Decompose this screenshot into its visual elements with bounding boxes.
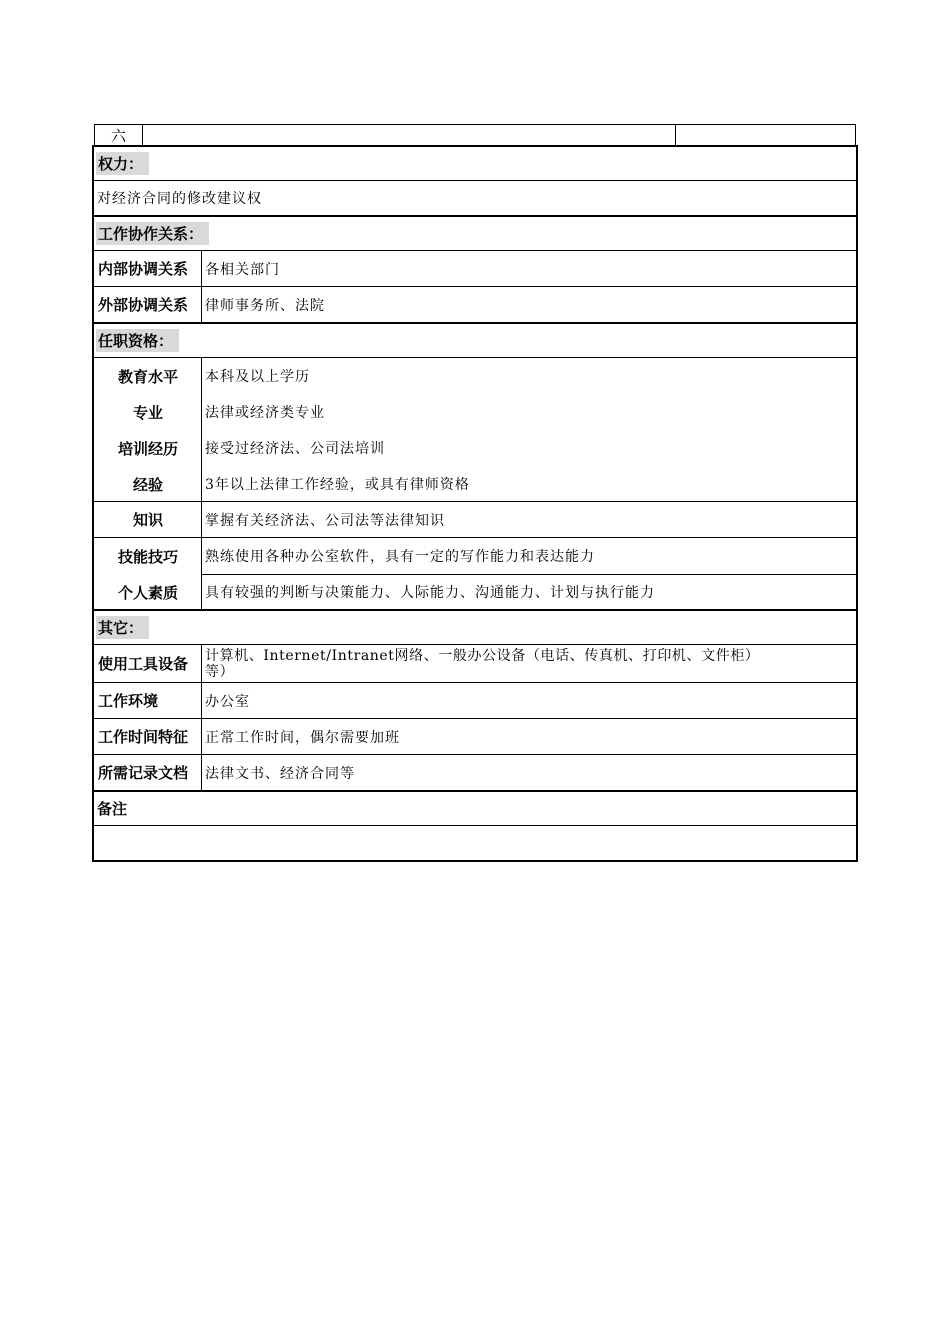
education-label: 教育水平	[117, 367, 178, 386]
internal-relation-value: 各相关部门	[205, 261, 280, 278]
work-time-label: 工作时间特征	[98, 728, 189, 746]
training-value: 接受过经济法、公司法培训	[205, 441, 385, 457]
work-time-row	[92, 718, 858, 754]
experience-label: 经验	[132, 475, 163, 494]
relation-row-internal	[92, 250, 858, 286]
tools-value-line1: 计算机、Internet/Intranet网络、一般办公设备（电话、传真机、打印机、文件柜）	[205, 647, 760, 664]
authority-content-row	[92, 180, 858, 215]
relations-header: 工作协作关系：	[96, 222, 209, 245]
training-label: 培训经历	[117, 439, 178, 458]
knowledge-row	[92, 501, 858, 537]
tools-row	[92, 644, 858, 682]
authority-content: 对经济合同的修改建议权	[97, 191, 262, 207]
other-header: 其它：	[96, 616, 149, 639]
experience-value: 3年以上法律工作经验，或具有律师资格	[205, 477, 470, 493]
major-label: 专业	[132, 403, 163, 422]
documents-value: 法律文书、经济合同等	[205, 765, 355, 782]
work-time-value: 正常工作时间，偶尔需要加班	[205, 729, 400, 746]
external-relation-value: 律师事务所、法院	[205, 297, 325, 314]
education-value: 本科及以上学历	[205, 369, 310, 385]
remarks-header-row	[92, 790, 858, 825]
authority-header: 权力：	[96, 152, 149, 175]
environment-value: 办公室	[205, 693, 250, 710]
environment-row	[92, 682, 858, 718]
authority-header-row	[92, 145, 858, 180]
knowledge-value: 掌握有关经济法、公司法等法律知识	[205, 512, 445, 529]
personal-quality-label: 个人素质	[117, 583, 178, 602]
qualification-group-skills	[92, 537, 858, 609]
section-number: 六	[110, 126, 126, 145]
knowledge-label: 知识	[132, 511, 163, 529]
remarks-content-row	[92, 825, 858, 862]
remarks-content	[97, 826, 856, 860]
other-header-row	[92, 609, 858, 644]
top-number-row	[94, 124, 856, 145]
tools-value-line2: 等）	[205, 663, 235, 680]
relations-header-row	[92, 215, 858, 250]
tools-value	[205, 645, 854, 682]
major-value: 法律或经济类专业	[205, 405, 325, 421]
documents-label: 所需记录文档	[98, 764, 189, 782]
qualification-group-basic	[92, 357, 858, 501]
personal-quality-value: 具有较强的判断与决策能力、人际能力、沟通能力、计划与执行能力	[205, 585, 655, 601]
tools-label: 使用工具设备	[98, 655, 189, 673]
qualifications-header: 任职资格：	[96, 329, 179, 352]
relation-row-external	[92, 286, 858, 322]
environment-label: 工作环境	[98, 692, 159, 710]
qualifications-header-row	[92, 322, 858, 357]
documents-row	[92, 754, 858, 790]
skills-label: 技能技巧	[117, 547, 178, 566]
external-relation-label: 外部协调关系	[98, 296, 189, 314]
remarks-header: 备注	[97, 800, 128, 818]
skills-value: 熟练使用各种办公室软件，具有一定的写作能力和表达能力	[205, 549, 595, 565]
internal-relation-label: 内部协调关系	[98, 260, 189, 278]
job-description-sheet	[92, 124, 858, 862]
